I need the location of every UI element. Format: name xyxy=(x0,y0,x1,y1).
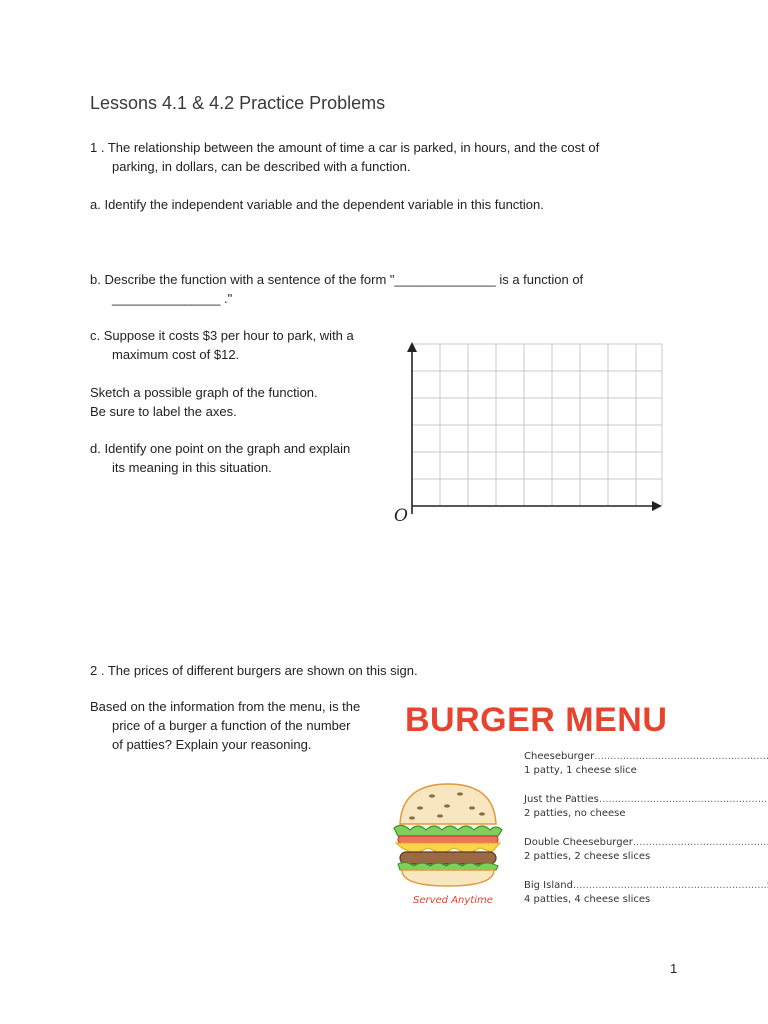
grid-lines xyxy=(412,344,662,506)
page-title: Lessons 4.1 & 4.2 Practice Problems xyxy=(90,93,386,113)
page-number: 1 xyxy=(670,961,678,976)
q1-part-d-line1: d. Identify one point on the graph and explain xyxy=(90,441,351,456)
menu-item xyxy=(524,793,679,821)
q2-question xyxy=(90,697,360,754)
x-axis-arrow xyxy=(652,501,662,511)
menu-item-name: Cheeseburger xyxy=(524,751,595,762)
q1-part-c-line1: c. Suppose it costs $3 per hour to park, with a xyxy=(90,328,354,343)
menu-item xyxy=(524,750,679,778)
q2-question-line1: Based on the information from the menu, is the xyxy=(90,699,361,714)
q1-part-d xyxy=(90,439,350,477)
menu-item-name: Double Cheeseburger xyxy=(524,837,633,848)
q1-part-c-line2: maximum cost of $12. xyxy=(112,347,240,362)
patty xyxy=(400,852,496,864)
menu-item xyxy=(524,836,679,864)
served-anytime-caption: Served Anytime xyxy=(413,895,493,906)
q2-question-line3: of patties? Explain your reasoning. xyxy=(112,737,312,752)
blank-coordinate-grid xyxy=(392,338,672,523)
q1-sketch-instructions xyxy=(90,383,318,421)
menu-item-desc: 2 patties, no cheese xyxy=(524,808,626,819)
q1-intro-line1: 1 . The relationship between the amount of time a car is parked, in hours, and the cost of xyxy=(90,140,600,155)
q1-sketch-line1: Sketch a possible graph of the function. xyxy=(90,385,318,400)
menu-item-name: Just the Patties xyxy=(524,794,599,805)
q1-part-a: a. Identify the independent variable and the dependent variable in this function. xyxy=(90,197,544,212)
q1-part-b-line1: b. Describe the function with a sentence of the form "______________ is a function of xyxy=(90,272,584,287)
burger-illustration xyxy=(392,778,504,893)
q1-part-d-line2: its meaning in this situation. xyxy=(112,460,272,475)
q1-intro-line2: parking, in dollars, can be described with a function. xyxy=(112,159,411,174)
origin-label: O xyxy=(394,506,408,523)
q2-question-line2: price of a burger a function of the number xyxy=(112,718,351,733)
lettuce xyxy=(394,825,502,836)
burger-menu-title: BURGER MENU xyxy=(405,701,668,739)
q1-part-c xyxy=(90,326,354,364)
menu-item-desc: 2 patties, 2 cheese slices xyxy=(524,851,651,862)
q1-sketch-line2: Be sure to label the axes. xyxy=(90,404,237,419)
bottom-bun xyxy=(402,870,494,886)
q1-part-b xyxy=(90,270,583,308)
q2-intro: 2 . The prices of different burgers are shown on this sign. xyxy=(90,663,418,678)
q1-intro xyxy=(90,138,599,176)
menu-item-desc: 1 patty, 1 cheese slice xyxy=(524,765,637,776)
menu-item-desc: 4 patties, 4 cheese slices xyxy=(524,894,651,905)
menu-item-name: Big Island xyxy=(524,880,573,891)
q1-part-b-line2: _______________ ." xyxy=(112,291,233,306)
menu-item xyxy=(524,879,679,907)
tomato xyxy=(398,836,498,843)
